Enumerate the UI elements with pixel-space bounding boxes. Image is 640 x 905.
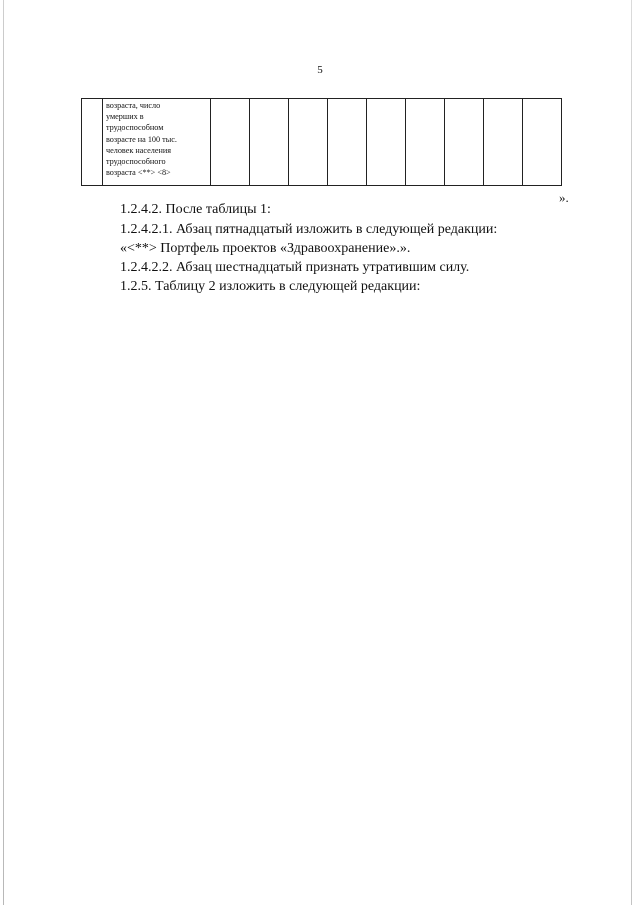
table-cell-value	[367, 99, 406, 186]
table-cell-value	[406, 99, 445, 186]
table-cell-value	[523, 99, 562, 186]
paragraph-1-2-4-2-1: 1.2.4.2.1. Абзац пятнадцатый изложить в следующей редакции:	[120, 222, 498, 237]
scan-edge-left	[3, 0, 4, 905]
closing-quote: ».	[559, 190, 569, 205]
table-cell-value	[211, 99, 250, 186]
table-cell-number	[82, 99, 103, 186]
table-cell-indicator	[103, 99, 211, 186]
page-number: 5	[317, 64, 323, 76]
paragraph-quote: «<**> Портфель проектов «Здравоохранение».».	[120, 241, 411, 256]
paragraph-1-2-4-2: 1.2.4.2. После таблицы 1:	[120, 202, 271, 217]
indicator-text: возраста, число умерших в трудоспособном возрасте на 100 тыс. человек населения трудоспособного возраста <**> <8>	[106, 101, 177, 178]
table-cell-value	[445, 99, 484, 186]
paragraph-1-2-5: 1.2.5. Таблицу 2 изложить в следующей редакции:	[120, 279, 421, 294]
table-cell-value	[328, 99, 367, 186]
paragraph-1-2-4-2-2: 1.2.4.2.2. Абзац шестнадцатый признать утратившим силу.	[120, 260, 470, 275]
scan-edge-right	[631, 0, 632, 905]
table-row	[82, 99, 562, 186]
table-cell-value	[484, 99, 523, 186]
table-cell-value	[289, 99, 328, 186]
table-cell-value	[250, 99, 289, 186]
indicator-table-fragment	[81, 98, 562, 186]
